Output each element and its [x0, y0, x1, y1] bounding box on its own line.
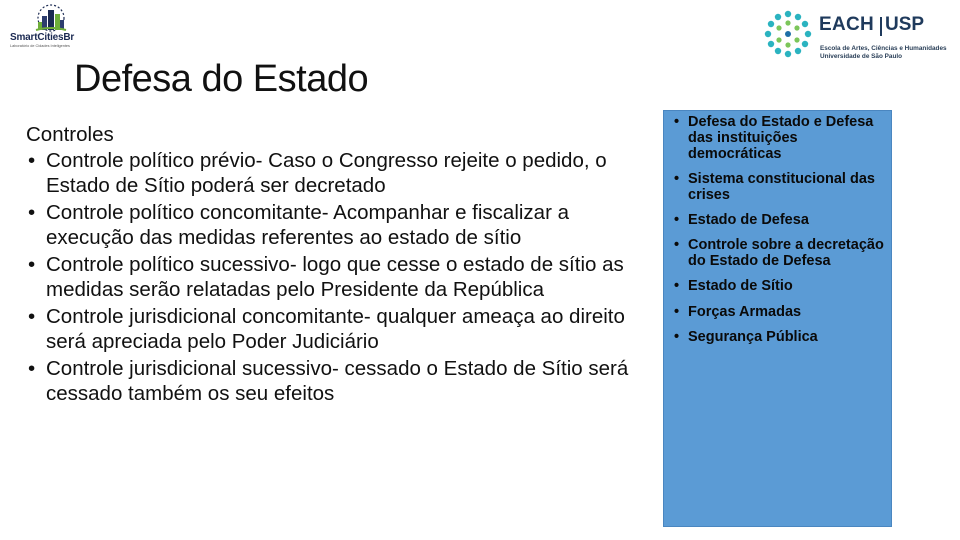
logo-right-university: USP — [885, 14, 925, 35]
bullet-icon: • — [674, 278, 680, 295]
list-item-text: Controle político sucessivo- logo que cesse o estado de sítio as medidas serão relatadas pelo Presidente da República — [46, 253, 624, 301]
topic-item-text: Controle sobre a decretação do Estado de Defesa — [688, 237, 884, 270]
list-item — [26, 148, 638, 198]
topic-item — [674, 238, 885, 270]
logo-left-name: SmartCitiesBr — [10, 32, 75, 43]
bullet-icon: • — [28, 201, 36, 224]
smartcitiesbr-logo — [8, 4, 94, 50]
bullet-icon: • — [28, 357, 36, 380]
bullet-icon: • — [28, 149, 36, 172]
topic-item — [674, 305, 885, 321]
list-item-text: Controle jurisdicional concomitante- qualquer ameaça ao direito será apreciada pelo Poder Judiciário — [46, 305, 625, 353]
section-heading: Controles — [26, 123, 114, 146]
logo-right-brand: EACH — [819, 14, 875, 35]
topic-item-text: Estado de Sítio — [688, 278, 793, 295]
topic-item-text: Segurança Pública — [688, 328, 818, 345]
slide-title: Defesa do Estado — [74, 58, 369, 100]
topic-item-text: Sistema constitucional das crises — [688, 170, 875, 203]
list-item-text: Controle jurisdicional sucessivo- cessado o Estado de Sítio será cessado também os seu efeitos — [46, 357, 629, 405]
list-item-text: Controle político prévio- Caso o Congresso rejeite o pedido, o Estado de Sítio poderá ser decretado — [46, 149, 607, 197]
bullet-icon: • — [674, 328, 680, 345]
list-item — [26, 200, 638, 250]
topic-item-text: Estado de Defesa — [688, 211, 809, 228]
city-skyline-icon — [8, 4, 94, 34]
list-item — [26, 304, 638, 354]
each-emblem-icon — [762, 8, 814, 60]
topics-list — [674, 115, 885, 346]
bullet-icon: • — [674, 170, 680, 187]
topic-item — [674, 172, 885, 204]
list-item-text: Controle político concomitante- Acompanhar e fiscalizar a execução das medidas referentes ao estado de sítio — [46, 201, 570, 249]
bullet-icon: • — [674, 303, 680, 320]
bullet-icon: • — [28, 305, 36, 328]
bullet-icon: • — [28, 253, 36, 276]
list-item — [26, 252, 638, 302]
bullet-icon: • — [674, 211, 680, 228]
logo-right-subtitle-line1: Escola de Artes, Ciências e Humanidades — [820, 45, 947, 52]
topic-item — [674, 279, 885, 295]
logo-right-subtitle-line2: Universidade de São Paulo — [820, 53, 903, 60]
main-content — [26, 122, 638, 408]
topics-panel — [663, 110, 892, 527]
each-usp-logo — [762, 8, 952, 62]
topic-item — [674, 330, 885, 346]
logo-left-tagline: Laboratório de Cidades Inteligentes — [10, 44, 70, 48]
topic-item-text: Defesa do Estado e Defesa das instituições democráticas — [688, 114, 874, 162]
controls-list — [26, 148, 638, 406]
logo-divider — [880, 17, 882, 36]
topic-item-text: Forças Armadas — [688, 303, 802, 320]
topic-item — [674, 213, 885, 229]
topic-item — [674, 115, 885, 162]
bullet-icon: • — [674, 237, 680, 254]
bullet-icon: • — [674, 114, 680, 130]
list-item — [26, 356, 638, 406]
